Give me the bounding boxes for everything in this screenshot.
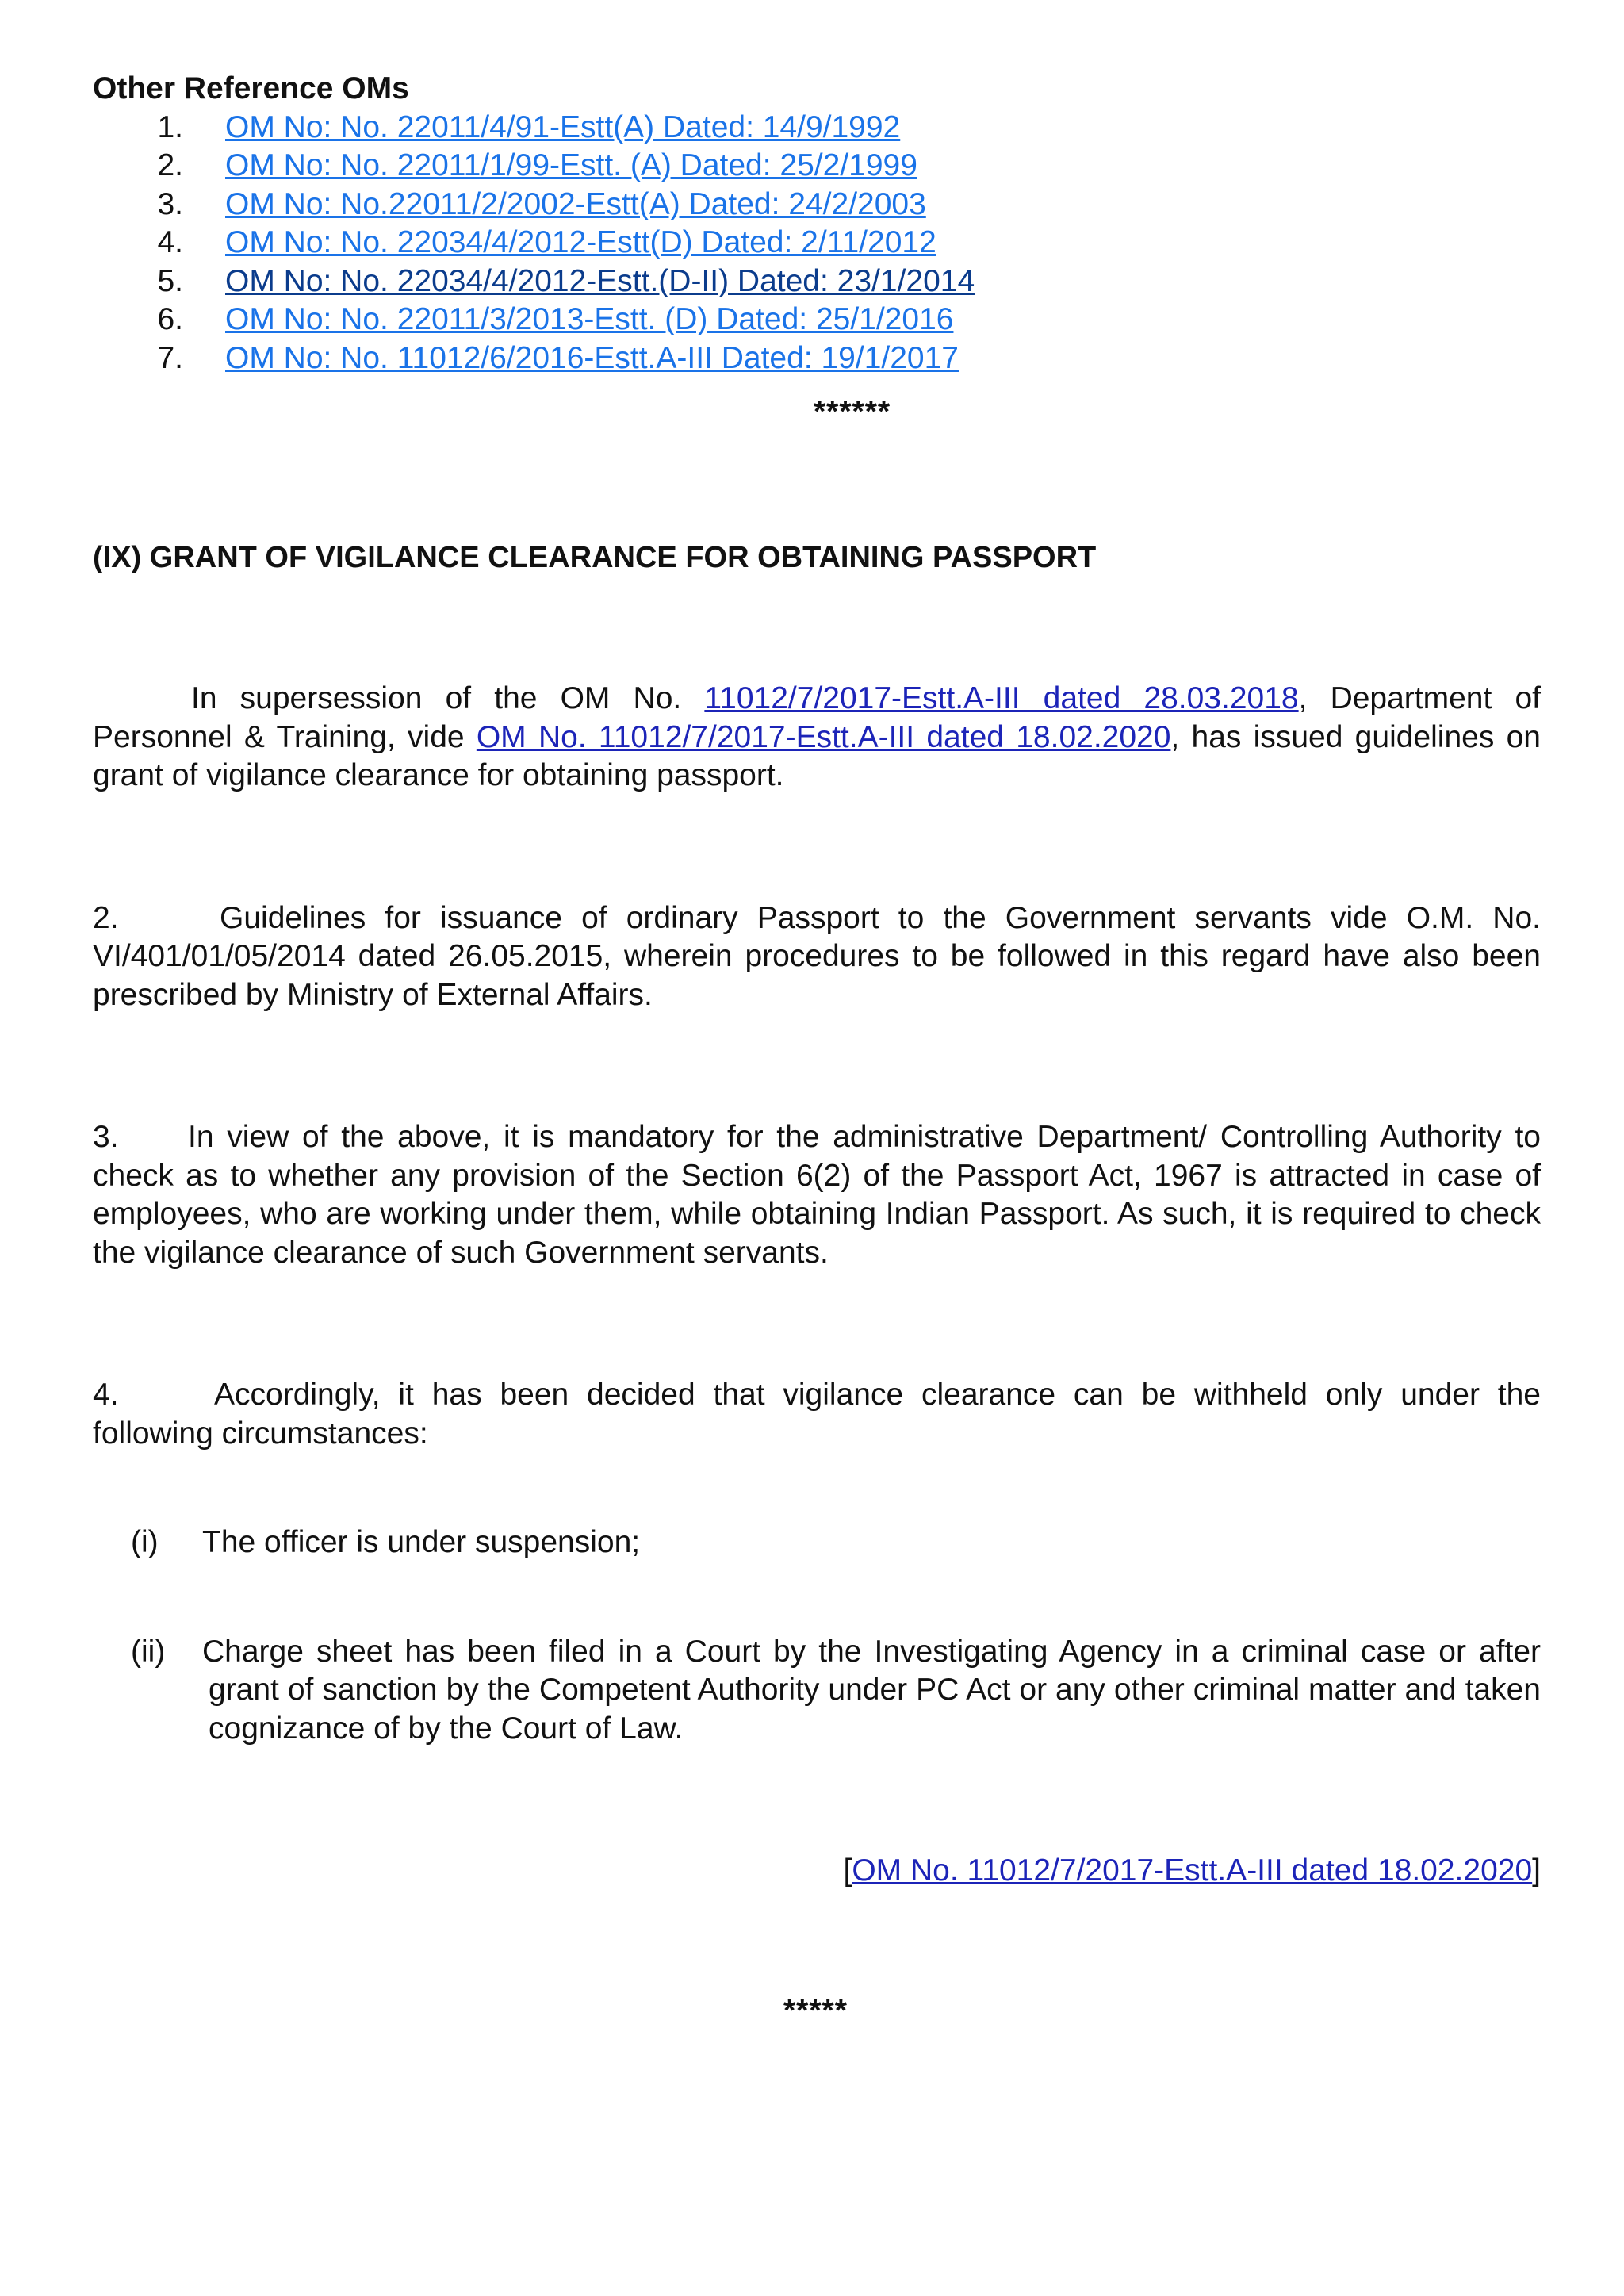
para1-text-b: , Department of Personnel & Training, vide bbox=[93, 681, 1541, 754]
document-page bbox=[93, 70, 1541, 2030]
paragraph-4 bbox=[93, 1376, 1541, 1453]
bracket-open: [ bbox=[843, 1853, 852, 1888]
para1-text-a: In supersession of the OM No. bbox=[191, 681, 705, 715]
list-item bbox=[93, 186, 1541, 224]
list-item-number: 2. bbox=[157, 148, 183, 182]
list-item-number: 7. bbox=[157, 340, 183, 375]
paragraph-2 bbox=[93, 899, 1541, 1015]
citation-link[interactable]: OM No. 11012/7/2017-Estt.A-III dated 18.02.2020 bbox=[852, 1853, 1533, 1888]
list-item bbox=[93, 224, 1541, 263]
para3-number: 3. bbox=[93, 1120, 119, 1154]
para4-text: Accordingly, it has been decided that vigilance clearance can be withheld only under the following circumstances: bbox=[93, 1378, 1541, 1451]
list-item bbox=[93, 147, 1541, 186]
paragraph-1 bbox=[93, 680, 1541, 795]
reference-citation bbox=[93, 1852, 1541, 1891]
om-link-2018[interactable]: 11012/7/2017-Estt.A-III dated 28.03.2018 bbox=[704, 681, 1299, 715]
para3-text: In view of the above, it is mandatory for the administrative Department/ Controlling Authority to check as to whether any provision of the Section 6(2) of the Passport Act, 1967 is attracted in case of employees, who are working under them, while obtaining Indian Passport. As such, it is required to check the vigilance clearance of such Government servants. bbox=[93, 1120, 1541, 1270]
end-separator-stars: ***** bbox=[783, 1993, 848, 2028]
reference-list bbox=[93, 109, 1541, 378]
list-item bbox=[93, 301, 1541, 339]
list-item bbox=[93, 339, 1541, 378]
ref-link-2[interactable]: OM No: No. 22011/1/99-Estt. (A) Dated: 25/2/1999 bbox=[225, 148, 917, 182]
list-item bbox=[93, 263, 1541, 301]
list-item-number: 4. bbox=[157, 225, 183, 259]
para1-text-c: , has issued guidelines on grant of vigilance clearance for obtaining passport. bbox=[93, 719, 1541, 792]
other-refs-heading: Other Reference OMs bbox=[93, 71, 409, 105]
bracket-close: ] bbox=[1532, 1853, 1541, 1888]
ref-link-6[interactable]: OM No: No. 22011/3/2013-Estt. (D) Dated: 25/1/2016 bbox=[225, 302, 954, 336]
separator-stars: ****** bbox=[814, 395, 891, 429]
list-item-number: 5. bbox=[157, 263, 183, 298]
circumstance-label: (ii) bbox=[131, 1634, 166, 1669]
section-title: (IX) GRANT OF VIGILANCE CLEARANCE FOR OBTAINING PASSPORT bbox=[93, 540, 1097, 574]
para4-number: 4. bbox=[93, 1378, 119, 1412]
circumstance-item bbox=[93, 1633, 1541, 1749]
ref-link-5[interactable]: OM No: No. 22034/4/2012-Estt.(D-II) Dated: 23/1/2014 bbox=[225, 263, 975, 298]
circumstance-text: The officer is under suspension; bbox=[202, 1525, 641, 1559]
om-link-2020[interactable]: OM No. 11012/7/2017-Estt.A-III dated 18.02.2020 bbox=[476, 719, 1171, 754]
ref-link-1[interactable]: OM No: No. 22011/4/91-Estt(A) Dated: 14/9/1992 bbox=[225, 109, 901, 144]
circumstance-text: Charge sheet has been filed in a Court by the Investigating Agency in a criminal case or after grant of sanction by the Competent Authority under PC Act or any other criminal matter and taken cognizance of by the Court of Law. bbox=[202, 1634, 1541, 1746]
ref-link-7[interactable]: OM No: No. 11012/6/2016-Estt.A-III Dated: 19/1/2017 bbox=[225, 340, 959, 375]
circumstance-item bbox=[93, 1524, 1541, 1562]
para2-number: 2. bbox=[93, 900, 119, 935]
list-item-number: 1. bbox=[157, 109, 183, 144]
list-item-number: 3. bbox=[157, 186, 183, 221]
list-item bbox=[93, 109, 1541, 148]
paragraph-3 bbox=[93, 1118, 1541, 1272]
ref-link-4[interactable]: OM No: No. 22034/4/2012-Estt(D) Dated: 2/11/2012 bbox=[225, 225, 936, 259]
para2-text: Guidelines for issuance of ordinary Passport to the Government servants vide O.M. No. VI/401/01/05/2014 dated 26.05.2015, wherein procedures to be followed in this regard have also been prescribed by Ministry of External Affairs. bbox=[93, 900, 1541, 1012]
ref-link-3[interactable]: OM No: No.22011/2/2002-Estt(A) Dated: 24/2/2003 bbox=[225, 186, 926, 221]
list-item-number: 6. bbox=[157, 302, 183, 336]
circumstance-label: (i) bbox=[131, 1525, 159, 1559]
